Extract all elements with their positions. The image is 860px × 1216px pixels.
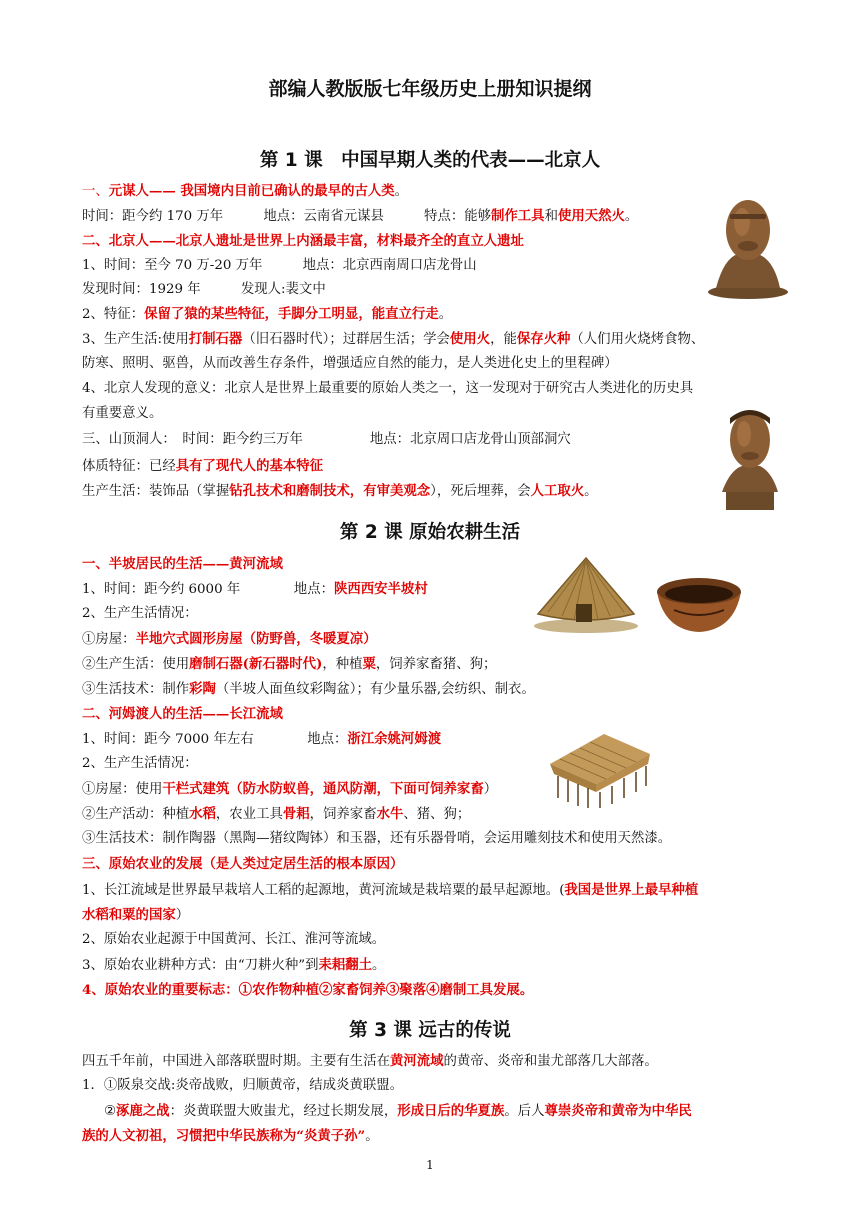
banpo-round-house-image [532, 554, 640, 634]
lesson2-line: 水稻和粟的国家） [82, 907, 190, 923]
lesson3-line: 四五千年前，中国进入部落联盟时期。主要有生活在黄河流域的黄帝、炎帝和蚩尤部落几大部落。 [82, 1053, 658, 1069]
lesson3-line: 1．①阪泉交战:炎帝战败，归顺黄帝，结成炎黄联盟。 [82, 1078, 404, 1093]
lesson2-line: ③生活技术：制作陶器（黑陶—猪纹陶钵）和玉器，还有乐器骨哨，会运用雕刻技术和使用天然漆。 [82, 831, 672, 846]
lesson1-heading: 第 1 课 中国早期人类的代表——北京人 [259, 150, 601, 171]
lesson1-line: 有重要意义。 [82, 406, 163, 421]
lesson2-line: 2、原始农业起源于中国黄河、长江、淮河等流域。 [82, 932, 386, 947]
lesson2-line: 2、生产生活情况： [82, 756, 198, 771]
lesson1-line: 3、生产生活:使用打制石器（旧石器时代）；过群居生活；学会使用火，能保存火种（人们用火烧烤食物、 [82, 331, 705, 347]
lesson1-line: 4、北京人发现的意义：北京人是世界上最重要的原始人类之一，这一发现对于研究古人类进化的历史具 [82, 381, 694, 396]
lesson2-line: 三、原始农业的发展（是人类过定居生活的根本原因） [82, 856, 404, 872]
lesson2-line: ①房屋：半地穴式圆形房屋（防野兽，冬暖夏凉） [82, 631, 377, 647]
lesson1-line: 三、山顶洞人： 时间：距今约三万年 地点：北京周口店龙骨山顶部洞穴 [82, 432, 571, 447]
lesson3-heading: 第 3 课 远古的传说 [349, 1020, 511, 1041]
stilt-house-image [544, 730, 654, 810]
lesson2-line: 一、半坡居民的生活——黄河流域 [82, 556, 283, 572]
page-number: 1 [426, 1158, 434, 1172]
lesson1-line: 防寒、照明、驱兽，从而改善生存条件，增强适应自然的能力，是人类进化史上的里程碑） [82, 356, 618, 371]
painted-pottery-bowl-image [654, 574, 744, 636]
lesson2-line: ③生活技术：制作彩陶（半坡人面鱼纹彩陶盆）；有少量乐器,会纺织、制衣。 [82, 681, 535, 697]
lesson1-line: 2、特征：保留了猿的某些特征，手脚分工明显，能直立行走。 [82, 306, 453, 322]
lesson2-line: 2、生产生活情况： [82, 606, 198, 621]
lesson2-line: ②生产生活：使用磨制石器(新石器时代)，种植粟，饲养家畜猪、狗； [82, 656, 497, 672]
lesson1-line: 生产生活：装饰品（掌握钻孔技术和磨制技术，有审美观念），死后埋葬，会人工取火。 [82, 483, 598, 499]
lesson2-line: 1、长江流域是世界最早栽培人工稻的起源地，黄河流域是栽培粟的最早起源地。(我国是世界上最早种植 [82, 882, 699, 898]
lesson2-line: 1、时间：距今 7000 年左右 地点：浙江余姚河姆渡 [82, 731, 442, 747]
lesson2-line: 二、河姆渡人的生活——长江流域 [82, 706, 283, 722]
lesson2-line: ①房屋：使用干栏式建筑（防水防蚁兽，通风防潮，下面可饲养家畜） [82, 781, 498, 797]
document-title: 部编人教版版七年级历史上册知识提纲 [268, 78, 592, 100]
lesson2-line: 4、原始农业的重要标志：①农作物种植②家畜饲养③聚落④磨制工具发展。 [82, 982, 534, 998]
lesson2-heading: 第 2 课 原始农耕生活 [339, 522, 521, 543]
lesson3-line: ②涿鹿之战：炎黄联盟大败蚩尤，经过长期发展，形成日后的华夏族。后人尊崇炎帝和黄帝为中华民 [104, 1103, 692, 1119]
lesson1-line: 二、北京人——北京人遗址是世界上内涵最丰富，材料最齐全的直立人遗址 [82, 233, 524, 249]
lesson2-line: 3、原始农业耕种方式：由“刀耕火种”到耒耜翻土。 [82, 957, 386, 973]
lesson3-line: 族的人文初祖，习惯把中华民族称为“炎黄子孙”。 [82, 1128, 379, 1144]
lesson1-line: 发现时间：1929 年 发现人:裴文中 [82, 282, 326, 297]
lesson1-line: 时间：距今约 170 万年 地点：云南省元谋县 特点：能够制作工具和使用天然火。 [82, 208, 639, 224]
peking-man-bust-image [702, 188, 794, 300]
lesson1-line: 体质特征：已经具有了现代人的基本特征 [82, 458, 324, 474]
lesson1-line: 1、时间：至今 70 万-20 万年 地点：北京西南周口店龙骨山 [82, 258, 477, 273]
lesson2-line: ②生产活动：种植水稻，农业工具骨耜，饲养家畜水牛、猪、狗； [82, 806, 471, 822]
upper-cave-man-bust-image [712, 404, 788, 514]
lesson1-line: 一、元谋人—— 我国境内目前已确认的最早的古人类。 [82, 183, 409, 199]
lesson2-line: 1、时间：距今约 6000 年 地点：陕西西安半坡村 [82, 581, 428, 597]
